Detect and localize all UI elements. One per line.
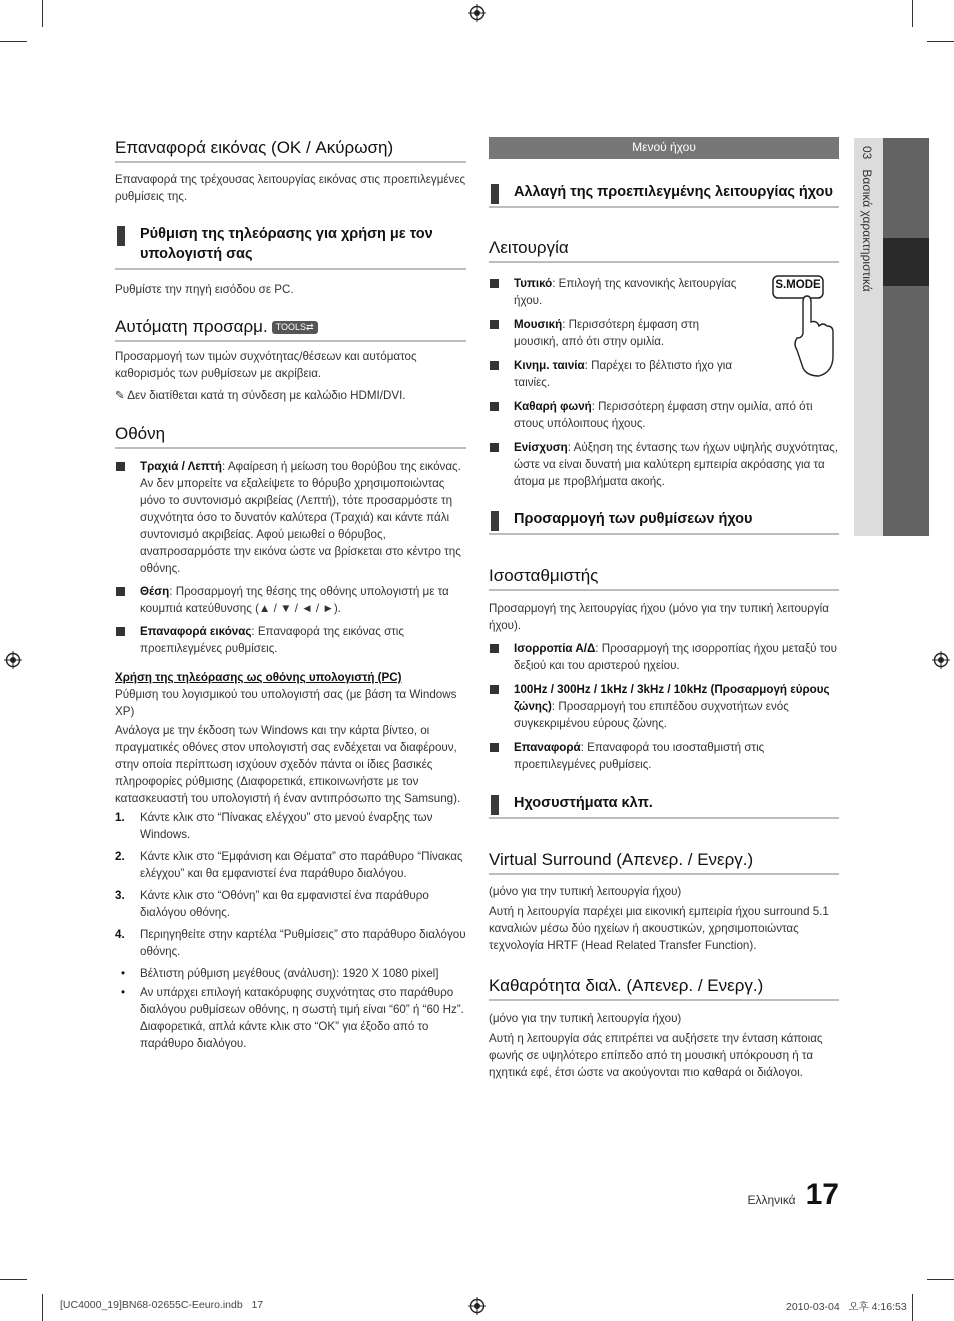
left-column	[115, 138, 466, 1052]
item-text: : Αφαίρεση ή μείωση του θορύβου της εικόνας. Αν δεν μπορείτε να εξαλείψετε το θόρυβο χρησιμοποιώντας μόνο το συντονισμό ακριβείας (Λεπτή), τότε προσαρμόστε τη συχνότητα όσο το δυνατόν καλύτερα (Τραχιά) και κάντε πάλι συντονισμό ακριβείας. Αφού μειωθεί ο θόρυβος, αναπροσαρμόστε την εικόνα ώστε να βρίσκεται στο κέντρο της οθόνης.	[140, 460, 461, 575]
item-term: Κινημ. ταινία	[514, 359, 585, 372]
list-item	[489, 739, 839, 773]
chapter-title: Βασικά χαρακτηριστικά	[860, 169, 874, 292]
item-text: : Προσαρμογή του επιπέδου συχνοτήτων ενός συγκεκριμένου εύρους ζώνης.	[514, 700, 789, 730]
bullet-icon	[490, 743, 499, 752]
dialog-clarity-title: Καθαρότητα διαλ. (Απενερ. / Ενεργ.)	[489, 976, 839, 1001]
list-item	[489, 316, 746, 350]
dialog-clarity-note: (μόνο για την τυπική λειτουργία ήχου)	[489, 1012, 682, 1025]
auto-adjust-text: Προσαρμογή των τιμών συχνότητας/θέσεων και αυτόματος καθορισμός των ρυθμίσεων με ακρίβεια.	[115, 350, 417, 380]
step-number: 4.	[115, 928, 125, 941]
bullet-icon	[116, 462, 125, 471]
bullet-icon	[490, 320, 499, 329]
equalizer-text: Προσαρμογή της λειτουργίας ήχου (μόνο για την τυπική λειτουργία ήχου).	[489, 602, 829, 632]
reset-picture-text: Επαναφορά της τρέχουσας λειτουργίας εικόνας στις προεπιλεγμένες ρυθμίσεις της.	[115, 173, 466, 203]
auto-adjust-label: Αυτόματη προσαρμ.	[115, 317, 268, 336]
crop-mark	[42, 1294, 43, 1321]
chapter-number: 03	[860, 146, 874, 160]
step-text: Κάντε κλικ στο “Πίνακας ελέγχου” στο μενού έναρξης των Windows.	[140, 811, 433, 841]
steps-list	[115, 809, 466, 960]
tip-text: Βέλτιστη ρύθμιση μεγέθους (ανάλυση): 1920 X 1080 pixel]	[140, 967, 439, 980]
print-timestamp: 2010-03-04 오후 4:16:53	[786, 1301, 907, 1313]
list-item	[115, 926, 466, 960]
registration-mark-icon	[932, 651, 950, 669]
mode-list	[489, 275, 839, 490]
list-item	[115, 887, 466, 921]
list-item	[115, 583, 466, 617]
crop-mark	[912, 1294, 913, 1321]
reset-picture-title: Επαναφορά εικόνας (OK / Ακύρωση)	[115, 138, 466, 163]
item-term: Τραχιά / Λεπτή	[140, 460, 223, 473]
crop-mark	[912, 0, 913, 27]
step-number: 3.	[115, 889, 125, 902]
bullet-icon: •	[121, 986, 126, 999]
bullet-icon	[490, 279, 499, 288]
bullet-icon	[490, 685, 499, 694]
tip-text: Αν υπάρχει επιλογή κατακόρυφης συχνότητας στο παράθυρο διαλόγου ρυθμίσεων οθόνης, η σωστή τιμή είναι “60” ή “60 Hz”. Διαφορετικά, απλά κάντε κλικ στο “OK” για έξοδο από το παράθυρο διαλόγου.	[140, 986, 464, 1050]
dialog-clarity-text: Αυτή η λειτουργία σάς επιτρέπει να αυξήσετε την ένταση κάποιας φωνής σε υψηλότερο επίπεδο από τη μουσική υπόκρουση ή τα ηχητικά εφέ, έτσι ώστε να ακούγονται πιο καθαρά οι διάλογοι.	[489, 1032, 823, 1079]
item-term: Ισορροπία Α/Δ	[514, 642, 596, 655]
bullet-icon: •	[121, 967, 126, 980]
item-term: Μουσική	[514, 318, 563, 331]
item-term: Επαναφορά	[514, 741, 581, 754]
item-text: : Επαναφορά του ισοσταθμιστή στις προεπιλεγμένες ρυθμίσεις.	[514, 741, 765, 771]
pc-setup-text: Ρυθμίστε την πηγή εισόδου σε PC.	[115, 283, 294, 296]
bullet-icon	[490, 644, 499, 653]
sound-menu-bar: Μενού ήχου	[489, 137, 839, 159]
list-item	[115, 984, 466, 1052]
sound-systems-heading: Ηχοσυστήματα κλπ.	[489, 793, 839, 819]
item-term: Θέση	[140, 585, 170, 598]
list-item	[489, 681, 839, 732]
pc-use-intro: Ρύθμιση του λογισμικού του υπολογιστή σας (με βάση τα Windows XP)	[115, 688, 457, 718]
mode-title: Λειτουργία	[489, 238, 839, 263]
item-text: : Παρέχει το βέλτιστο ήχο για ταινίες.	[514, 359, 733, 389]
item-term: Επαναφορά εικόνας	[140, 625, 252, 638]
item-text: : Αύξηση της έντασης των ήχων υψηλής συχνότητας, ώστε να είναι δυνατή μια καλύτερη εμπειρία ακρόασης για τα άτομα με προβλήματα ακοής.	[514, 441, 838, 488]
crop-mark	[927, 41, 954, 42]
item-text: : Επιλογή της κανονικής λειτουργίας ήχου.	[514, 277, 737, 307]
step-number: 2.	[115, 850, 125, 863]
equalizer-title: Ισοσταθμιστής	[489, 566, 839, 591]
side-tab-label	[860, 146, 874, 292]
pc-use-text: Ανάλογα με την έκδοση των Windows και την κάρτα βίντεο, οι πραγματικές οθόνες στον υπολογιστή σας ενδέχεται να διαφέρουν, στην οποία περίπτωση ισχύουν σχεδόν πάντα οι ίδιες βασικές πληροφορίες ρύθμισης (Διαφορετικά, επικοινωνήστε με τον κατασκευαστή του υπολογιστή ή έναν αντιπρόσωπο της Samsung).	[115, 724, 461, 805]
list-item	[489, 640, 839, 674]
bullet-icon	[490, 402, 499, 411]
adjust-sound-heading: Προσαρμογή των ρυθμίσεων ήχου	[489, 509, 839, 535]
list-item	[115, 458, 466, 577]
bullet-icon	[490, 361, 499, 370]
list-item	[489, 275, 746, 309]
item-term: Τυπικό	[514, 277, 553, 290]
tips-list	[115, 965, 466, 1052]
bullet-icon	[490, 443, 499, 452]
virtual-surround-title: Virtual Surround (Απενερ. / Ενεργ.)	[489, 850, 839, 875]
side-tab-bar	[883, 138, 929, 536]
crop-mark	[42, 0, 43, 27]
screen-title: Οθόνη	[115, 424, 466, 449]
virtual-surround-text: Αυτή η λειτουργία παρέχει μια εικονική εμπειρία ήχου surround 5.1 καναλιών μέσω δύο ηχείων ή ακουστικών, χρησιμοποιώντας τεχνολογία HRTF (Head Related Transfer Function).	[489, 905, 829, 952]
page-number: 17	[805, 1178, 839, 1211]
registration-mark-icon	[468, 4, 486, 22]
list-item	[489, 357, 746, 391]
bullet-icon	[116, 587, 125, 596]
side-tab-marker	[883, 238, 929, 286]
page-footer	[747, 1178, 839, 1212]
list-item	[115, 623, 466, 657]
bullet-icon	[116, 627, 125, 636]
smode-label: S.MODE	[775, 279, 821, 291]
item-term: 100Hz / 300Hz / 1kHz / 3kHz / 10kHz (Προσαρμογή εύρους ζώνης)	[514, 683, 830, 713]
list-item	[489, 398, 839, 432]
item-term: Καθαρή φωνή	[514, 400, 592, 413]
change-sound-mode-heading: Αλλαγή της προεπιλεγμένης λειτουργίας ήχου	[489, 182, 839, 208]
item-text: : Περισσότερη έμφαση στη μουσική, από ότι στην ομιλία.	[514, 318, 700, 348]
step-text: Κάντε κλικ στο “Οθόνη” και θα εμφανιστεί ένα παράθυρο διαλόγου οθόνης.	[140, 889, 429, 919]
auto-adjust-title	[115, 317, 466, 342]
registration-mark-icon	[468, 1297, 486, 1315]
list-item	[115, 848, 466, 882]
pc-use-title: Χρήση της τηλεόρασης ως οθόνης υπολογιστή (PC)	[115, 671, 402, 684]
step-text: Περιηγηθείτε στην καρτέλα “Ρυθμίσεις” στο παράθυρο διαλόγου οθόνης.	[140, 928, 466, 958]
crop-mark	[927, 1279, 954, 1280]
item-text: : Περισσότερη έμφαση στην ομιλία, από ότι στους υπόλοιπους ήχους.	[514, 400, 813, 430]
list-item	[489, 439, 839, 490]
tools-badge: TOOLS⇄	[272, 321, 318, 334]
print-file-info: [UC4000_19]BN68-02655C-Eeuro.indb 17	[60, 1299, 264, 1311]
item-text: : Επαναφορά της εικόνας στις προεπιλεγμένες ρυθμίσεις.	[140, 625, 404, 655]
list-item	[115, 809, 466, 843]
step-number: 1.	[115, 811, 125, 824]
equalizer-list	[489, 640, 839, 773]
item-text: : Προσαρμογή της θέσης της οθόνης υπολογιστή με τα κουμπιά κατεύθυνσης (▲ / ▼ / ◄ / ►).	[140, 585, 449, 615]
virtual-surround-note: (μόνο για την τυπική λειτουργία ήχου)	[489, 885, 682, 898]
step-text: Κάντε κλικ στο “Εμφάνιση και Θέματα” στο παράθυρο “Πίνακας ελέγχου” και θα εμφανιστεί ένα παράθυρο διαλόγου.	[140, 850, 463, 880]
item-text: : Προσαρμογή της ισορροπίας ήχου μεταξύ του δεξιού και του αριστερού ηχείου.	[514, 642, 837, 672]
crop-mark	[0, 41, 27, 42]
crop-mark	[0, 1279, 27, 1280]
auto-adjust-note: ✎ Δεν διατίθεται κατά τη σύνδεση με καλώδιο HDMI/DVI.	[115, 389, 406, 402]
right-column	[489, 137, 839, 1081]
pc-setup-heading: Ρύθμιση της τηλεόρασης για χρήση με τον υπολογιστή σας	[115, 224, 466, 270]
list-item	[115, 965, 466, 982]
screen-list	[115, 458, 466, 657]
item-term: Ενίσχυση	[514, 441, 568, 454]
language-label: Ελληνικά	[747, 1193, 796, 1207]
registration-mark-icon	[4, 651, 22, 669]
